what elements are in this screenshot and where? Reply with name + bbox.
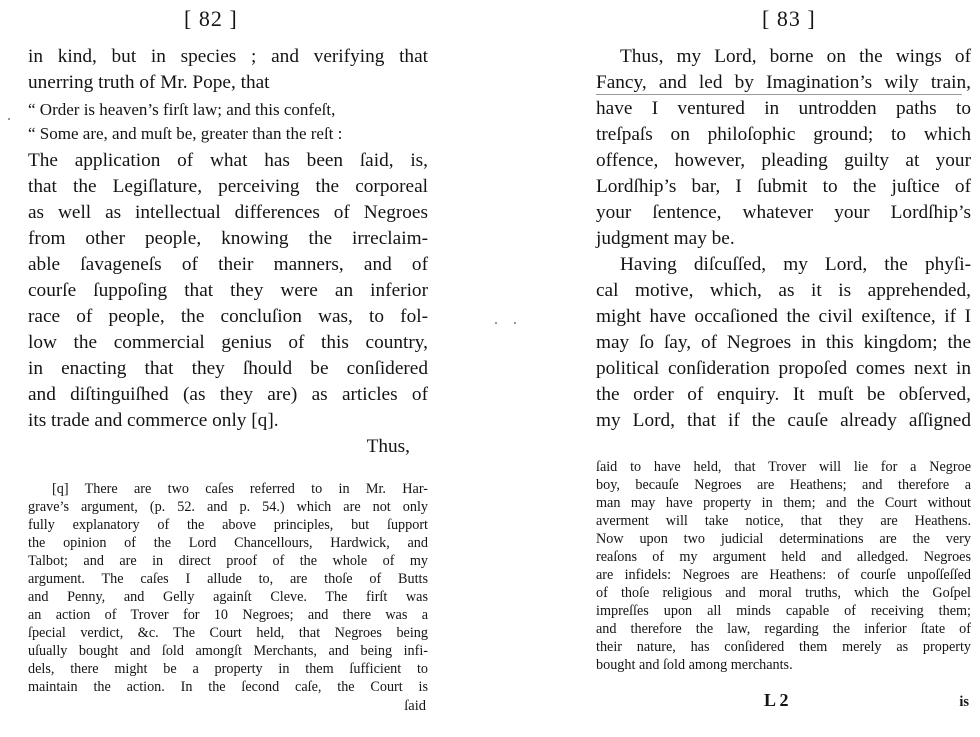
body-line: in kind, but in species ; and verifying that	[28, 46, 428, 67]
page-number: [ 82 ]	[184, 6, 238, 31]
left-page	[28, 0, 428, 737]
quote-line: “ Some are, and muſt be, greater than the reſt :	[28, 124, 343, 143]
footnote-line: an action of Trover for 10 Negroes; and there was a	[28, 607, 428, 623]
body-line: low the commercial genius of this country,	[28, 332, 428, 353]
body-line: unerring truth of Mr. Pope, that	[28, 72, 270, 93]
footnote-line: the opinion of the Lord Chancellours, Hardwick, and	[28, 535, 428, 551]
quote-line: “ Order is heaven’s firſt law; and this confeſt,	[28, 100, 336, 119]
body-line: have I ventured in untrodden paths to	[596, 98, 971, 119]
body-line: my Lord, that if the cauſe already aſſigned	[596, 410, 971, 431]
footnote-line: boy, becauſe Negroes are Heathens; and therefore a	[596, 477, 971, 493]
body-line: political conſideration propoſed comes next in	[596, 358, 971, 379]
footnote-line: dels, there might be a property in them ſufficient to	[28, 661, 428, 677]
footnote-line: man may have property in them; and the Court without	[596, 495, 971, 511]
body-line: courſe ſuppoſing that they were an inferior	[28, 280, 428, 301]
body-line: cal motive, which, as it is apprehended,	[596, 280, 971, 301]
footnote-line: of thoſe religious and moral truths, which the Goſpel	[596, 585, 971, 601]
catchword: Thus,	[366, 436, 410, 457]
footnote-line: are infidels: Negroes are Heathens: of courſe unpoſſeſſed	[596, 567, 971, 583]
footnote-line: [q] There are two caſes referred to in Mr. Har-	[52, 481, 428, 497]
body-line: from other people, knowing the irreclaim-	[28, 228, 428, 249]
body-line: able ſavageneſs of their manners, and of	[28, 254, 428, 275]
footnote-line: Talbot; and are in direct proof of the whole of my	[28, 553, 428, 569]
body-line: Thus, my Lord, borne on the wings of	[620, 46, 971, 67]
footnote-line: averment will take notice, that they are Heathens.	[596, 513, 971, 529]
body-line: The application of what has been ſaid, is,	[28, 150, 428, 171]
footnote-line: maintain the action. In the ſecond caſe, the Court is	[28, 679, 428, 695]
footnote-line: reaſons of my argument held and alledged. Negroes	[596, 549, 971, 565]
footnote-line: grave’s argument, (p. 52. and p. 54.) which are not only	[28, 499, 428, 515]
body-line: and diſtinguiſhed (as they are) as articles of	[28, 384, 428, 405]
footnote-line: uſually bought and ſold amongſt Merchants, and being infi-	[28, 643, 428, 659]
footnote-line: fully explanatory of the above principles, but ſupport	[28, 517, 428, 533]
page-number: [ 83 ]	[762, 6, 816, 31]
speck	[495, 322, 497, 324]
body-line: Lordſhip’s bar, I ſubmit to the juſtice of	[596, 176, 971, 197]
body-line: race of people, the concluſion was, to fol-	[28, 306, 428, 327]
footnote-line: bought and ſold among merchants.	[596, 657, 793, 673]
footnote-catchword: is	[959, 694, 969, 710]
body-line: may ſo ſay, of Negroes in this kingdom; the	[596, 332, 971, 353]
body-line: the order of enquiry. It muſt be obſerved,	[596, 384, 971, 405]
footnote-line: ſpecial verdict, &c. The Court held, that Negroes being	[28, 625, 428, 641]
right-page	[596, 0, 971, 737]
body-line: in enacting that they ſhould be conſidered	[28, 358, 428, 379]
footnote-line: ſaid to have held, that Trover will lie for a Negroe	[596, 459, 971, 475]
footnote-line: impreſſes upon all minds capable of receiving them;	[596, 603, 971, 619]
speck	[8, 118, 10, 120]
body-line: your ſentence, whatever your Lordſhip’s	[596, 202, 971, 223]
body-line: Having diſcuſſed, my Lord, the phyſi-	[620, 254, 971, 275]
footnote-line: argument. The caſes I allude to, are thoſe of Butts	[28, 571, 428, 587]
footnote-line: and therefore the law, regarding the inferior ſtate of	[596, 621, 971, 637]
body-line: as well as intellectual differences of Negroes	[28, 202, 428, 223]
body-line: treſpaſs on philoſophic ground; to which	[596, 124, 971, 145]
speck	[514, 322, 516, 324]
body-line: might have occaſioned the civil exiſtence, if I	[596, 306, 971, 327]
body-line: its trade and commerce only [q].	[28, 410, 279, 431]
body-line: that the Legiſlature, perceiving the corporeal	[28, 176, 428, 197]
footnote-line: Now upon two judicial determinations are the very	[596, 531, 971, 547]
footnote-line: and Penny, and Gelly againſt Cleve. The firſt was	[28, 589, 428, 605]
body-line: judgment may be.	[596, 228, 735, 249]
footnote-line: their nature, has conſidered them merely as property	[596, 639, 971, 655]
footnote-catchword: ſaid	[404, 698, 426, 714]
body-line: Fancy, and led by Imagination’s wily train,	[596, 72, 971, 93]
underline-rule	[596, 94, 962, 95]
signature-mark: L 2	[764, 690, 789, 710]
body-line: offence, however, pleading guilty at your	[596, 150, 971, 171]
